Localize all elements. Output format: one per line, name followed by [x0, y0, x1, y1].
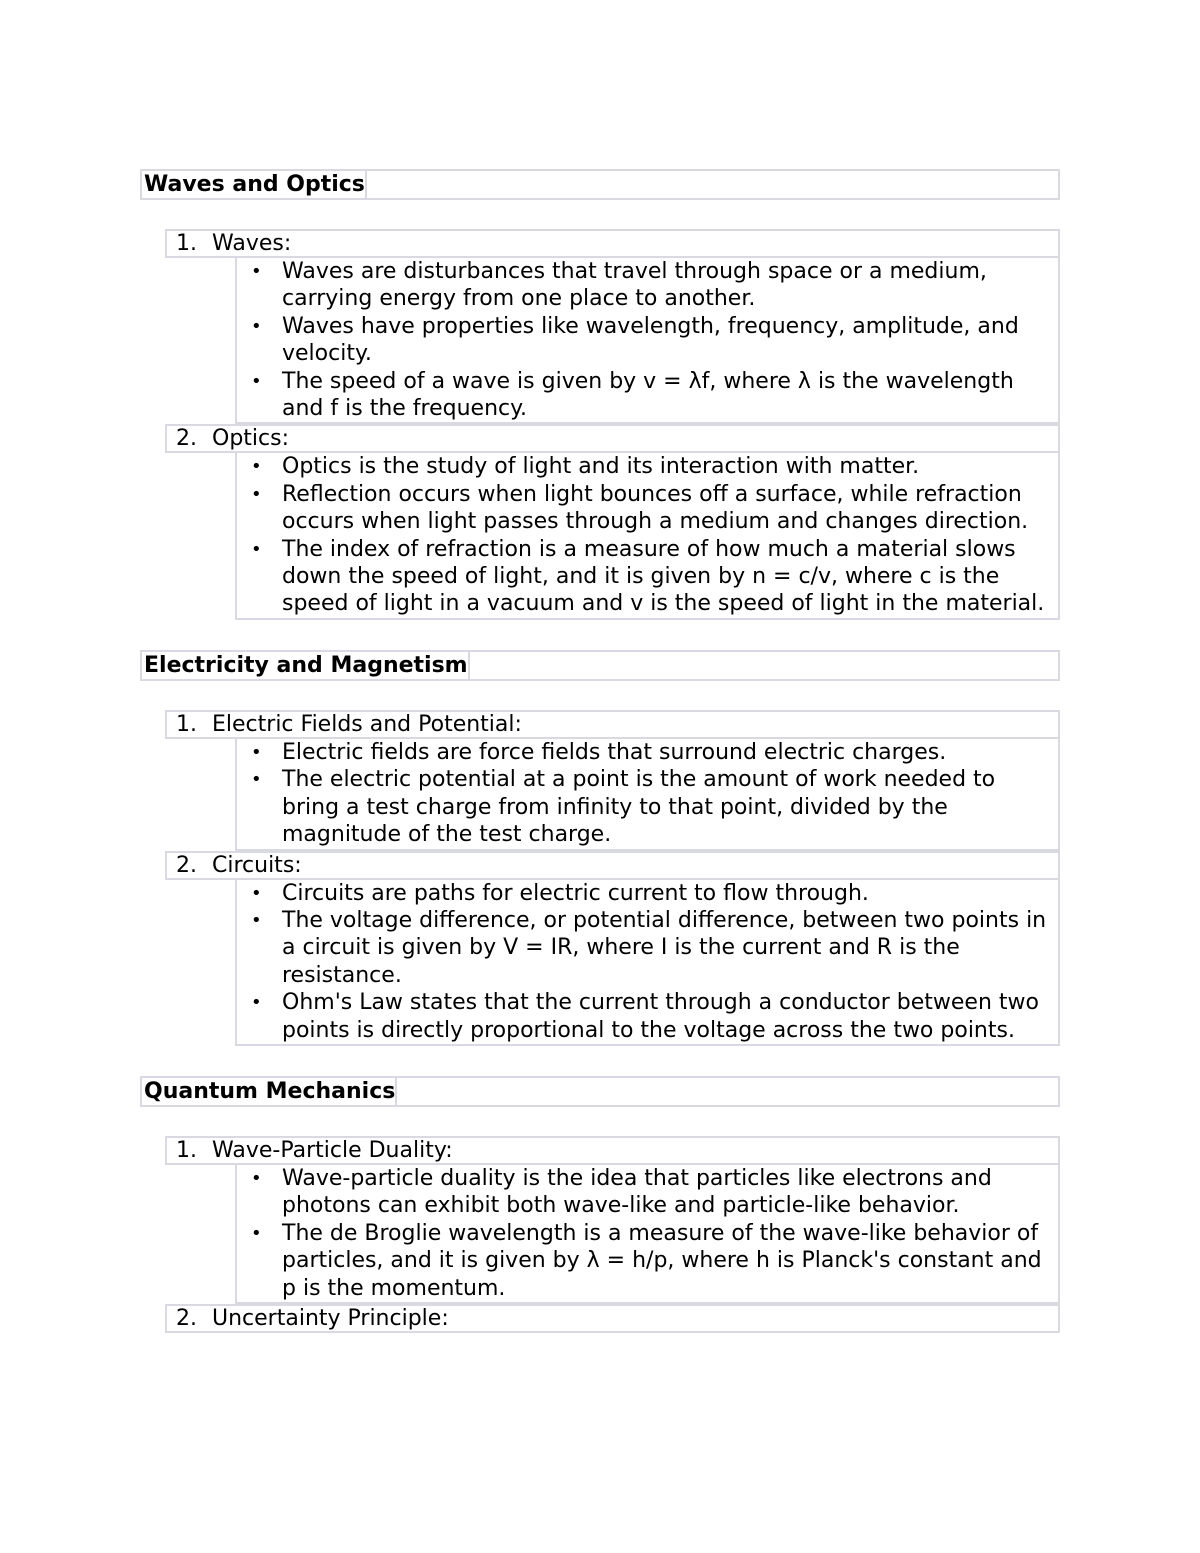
- bullet-icon: •: [251, 769, 262, 791]
- bullet-item: [237, 989, 1058, 1044]
- bullet-icon: •: [251, 315, 262, 337]
- section-electricity-and-magnetism: [140, 650, 1060, 1046]
- bullet-icon: •: [251, 370, 262, 392]
- bullet-list: [235, 880, 1060, 1046]
- bullet-text: Electric fields are force fields that surround electric charges.: [282, 739, 947, 765]
- section-heading: Electricity and Magnetism: [144, 652, 468, 678]
- topic-label: Wave-Particle Duality:: [212, 1137, 453, 1163]
- topic-item: [165, 424, 1060, 453]
- topic-label: Uncertainty Principle:: [212, 1305, 449, 1331]
- bullet-icon: •: [251, 741, 262, 763]
- bullet-list: [235, 739, 1060, 851]
- bullet-text: Wave-particle duality is the idea that particles like electrons and photons can exhibit both wave-like and particle-like behavior.: [282, 1165, 992, 1219]
- bullet-text: The index of refraction is a measure of how much a material slows down the speed of light, and it is given by n = c/v, where c is the speed of light in a vacuum and v is the speed of light in the material.: [282, 536, 1045, 617]
- topic-list: [165, 229, 1060, 620]
- bullet-icon: •: [251, 538, 262, 560]
- bullet-item: [237, 313, 1058, 368]
- bullet-text: Ohm's Law states that the current through a conductor between two points is directly proportional to the voltage across the two points.: [282, 990, 1039, 1043]
- section-quantum-mechanics: [140, 1076, 1060, 1333]
- bullet-icon: •: [251, 992, 262, 1014]
- bullet-icon: •: [251, 483, 262, 505]
- bullet-text: The de Broglie wavelength is a measure of the wave-like behavior of particles, and it is given by λ = h/p, where h is Planck's constant and p is the momentum.: [282, 1220, 1042, 1301]
- bullet-item: [237, 481, 1058, 536]
- section-heading: Waves and Optics: [144, 172, 365, 197]
- bullet-item: [237, 536, 1058, 618]
- bullet-item: [237, 453, 1058, 480]
- bullet-text: The speed of a wave is given by v = λf, where λ is the wavelength and f is the frequency.: [282, 368, 1014, 422]
- topic-number: 2.: [176, 426, 197, 452]
- bullet-list: [235, 453, 1060, 619]
- topic-item: [165, 1136, 1060, 1165]
- bullet-text: Optics is the study of light and its interaction with matter.: [282, 454, 920, 480]
- section-heading: Quantum Mechanics: [144, 1078, 396, 1104]
- bullet-item: [237, 766, 1058, 848]
- topic-item: [165, 851, 1060, 880]
- bullet-icon: •: [251, 1167, 262, 1189]
- topic-number: 1.: [176, 1137, 197, 1163]
- topic-number: 2.: [176, 1305, 197, 1331]
- bullet-text: Waves are disturbances that travel through space or a medium, carrying energy from one place to another.: [282, 259, 987, 312]
- bullet-icon: •: [251, 882, 262, 904]
- topic-item: [165, 710, 1060, 739]
- bullet-text: The electric potential at a point is the amount of work needed to bring a test charge from infinity to that point, divided by the magnitude of the test charge.: [282, 767, 996, 848]
- bullet-list: [235, 258, 1060, 424]
- topic-list: [165, 710, 1060, 1046]
- topic-label: Electric Fields and Potential:: [212, 711, 522, 737]
- section-waves-and-optics: [140, 169, 1060, 620]
- bullet-text: The voltage difference, or potential difference, between two points in a circuit is given by V = IR, where I is the current and R is the resistance.: [282, 907, 1047, 988]
- bullet-icon: •: [251, 1222, 262, 1244]
- bullet-text: Reflection occurs when light bounces off a surface, while refraction occurs when light passes through a medium and changes direction.: [282, 481, 1029, 535]
- section-heading-box: [140, 169, 1060, 200]
- bullet-item: [237, 880, 1058, 907]
- topic-label: Circuits:: [212, 852, 302, 878]
- topic-number: 2.: [176, 852, 197, 878]
- section-heading-box: [140, 650, 1060, 681]
- bullet-item: [237, 1220, 1058, 1302]
- bullet-item: [237, 368, 1058, 423]
- topic-item: [165, 1304, 1060, 1333]
- bullet-icon: •: [251, 261, 262, 282]
- bullet-item: [237, 1165, 1058, 1220]
- bullet-text: Circuits are paths for electric current to flow through.: [282, 880, 869, 906]
- bullet-icon: •: [251, 456, 262, 478]
- bullet-list: [235, 1165, 1060, 1304]
- document-page: [140, 169, 1060, 1333]
- topic-number: 1.: [176, 711, 197, 737]
- topic-label: Optics:: [212, 426, 289, 452]
- bullet-item: [237, 739, 1058, 766]
- bullet-icon: •: [251, 909, 262, 931]
- topic-list: [165, 1136, 1060, 1333]
- bullet-item: [237, 258, 1058, 313]
- topic-label: Waves:: [212, 231, 292, 256]
- topic-number: 1.: [176, 231, 197, 256]
- bullet-item: [237, 907, 1058, 989]
- section-heading-box: [140, 1076, 1060, 1107]
- topic-item: [165, 229, 1060, 258]
- bullet-text: Waves have properties like wavelength, frequency, amplitude, and velocity.: [282, 313, 1019, 367]
